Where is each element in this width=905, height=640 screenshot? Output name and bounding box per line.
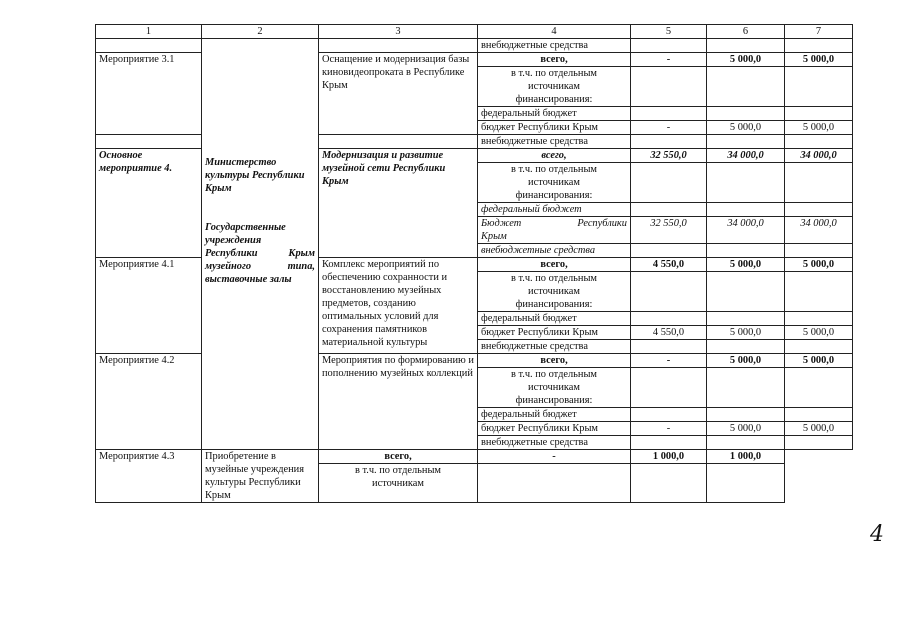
table-row: бюджет Республики Крым - 5 000,0 5 000,0 <box>96 121 853 135</box>
header-cell: 6 <box>707 25 785 39</box>
table-row: бюджет Республики Крым - 5 000,0 5 000,0 <box>96 422 853 436</box>
activity-title: Модернизация и развитие музейной сети Республики Крым <box>319 149 478 258</box>
sub-sources: в т.ч. по отдельным источникам финансирования: <box>478 368 631 408</box>
table-row: Мероприятие 4.2 Мероприятия по формированию и пополнению музейных коллекций всего, - 5 000,0 5 000,0 <box>96 354 853 368</box>
table-row: внебюджетные средства <box>96 244 853 258</box>
activity-name: Мероприятие 4.2 <box>96 354 202 450</box>
sub-sources: в т.ч. по отдельным источникам финансирования: <box>478 163 631 203</box>
table-row: внебюджетные средства <box>96 436 853 450</box>
table-row: Основное мероприятие 4. Модернизация и развитие музейной сети Республики Крым всего, 32 550,0 34 000,0 34 000,0 <box>96 149 853 163</box>
state-institutions-label: Государственные учреждения <box>205 222 286 246</box>
activity-name: Мероприятие 4.3 <box>96 450 202 503</box>
table-row: бюджет Республики Крым 4 550,0 5 000,0 5 000,0 <box>96 326 853 340</box>
activity-name: Мероприятие 4.1 <box>96 258 202 354</box>
activity-title: Приобретение в музейные учреждения культуры Республики Крым <box>202 450 319 503</box>
header-cell: 5 <box>631 25 707 39</box>
table-row: федеральный бюджет <box>96 312 853 326</box>
table-row: Мероприятие 4.1 Комплекс мероприятий по обеспечению сохранности и восстановлению музейных предметов, созданию оптимальных условий для сохранения памятников материальной культуры всего, 4 550,0 5 000,0 5 000,0 <box>96 258 853 272</box>
activity-name: Мероприятие 3.1 <box>96 53 202 135</box>
header-cell: 2 <box>202 25 319 39</box>
table-row: федеральный бюджет <box>96 408 853 422</box>
responsible-executor-cell: Министерство культуры Республики Крым Государственные учреждения Республики Крым музейного типа, выставочные залы <box>202 39 319 450</box>
table-row <box>96 39 853 53</box>
activity-title: Мероприятия по формированию и пополнению музейных коллекций <box>319 354 478 450</box>
header-cell: 7 <box>785 25 853 39</box>
ministry-label: Министерство культуры Республики Крым <box>205 157 305 194</box>
activity-title: Комплекс мероприятий по обеспечению сохранности и восстановлению музейных предметов, созданию оптимальных условий для сохранения памятников материальной культуры <box>319 258 478 354</box>
header-cell: 4 <box>478 25 631 39</box>
sub-sources: в т.ч. по отдельным источникам <box>319 464 478 503</box>
funding-source: внебюджетные средства <box>478 39 631 53</box>
header-cell: 3 <box>319 25 478 39</box>
page-number-handwritten: 4 <box>870 522 884 547</box>
header-cell: 1 <box>96 25 202 39</box>
sub-sources: в т.ч. по отдельным источникам финансирования: <box>478 67 631 107</box>
header-row <box>96 25 853 39</box>
table-row: Мероприятие 3.1 Оснащение и модернизация базы киновидеопроката в Республике Крым всего, - 5 000,0 5 000,0 <box>96 53 853 67</box>
table-row: внебюджетные средства <box>96 135 853 149</box>
sub-sources: в т.ч. по отдельным источникам финансирования: <box>478 272 631 312</box>
table-row: Мероприятие 4.3 Приобретение в музейные учреждения культуры Республики Крым всего, - 1 000,0 1 000,0 <box>96 450 853 464</box>
table-row: федеральный бюджет <box>96 203 853 217</box>
table-row: федеральный бюджет <box>96 107 853 121</box>
program-table: 1 2 3 4 5 6 7 Министерство культуры Республики Крым Государственные учреждения Республики Крым музейного типа, выставочные залы внебюджетные средства Мероприятие 3.1 Оснащение и модернизация базы киновидеопроката в Республике Крым всего, - 5 000,0 5 000,0 в т.ч. по отдельным источникам финансирования: федеральный бюджет бюджет Республики Крым - 5 000,0 5 000,0 внебюджетные средства Основное мероприятие 4. Модернизация и развитие музейной сети Республики Крым всего, 32 550,0 34 000,0 34 000,0 в т.ч. по отдельным источникам финансирования: федеральный бюджет Бюджет Республики Крым 32 550,0 34 000,0 34 000,0 внебюджетные средства Мероприятие 4.1 Комплекс мероприятий по обеспечению сохранности и восстановлению музейных предметов, созданию оптимальных условий для сохранения памятников материальной культуры всего, 4 550,0 5 000,0 5 000,0 в т.ч. по отдельным источникам финансирования: федеральный бюджет бюджет Республики Крым 4 550,0 5 000,0 5 000,0 внебюджетные средства Мероприятие 4.2 Мероприятия по формированию и пополнению музейных коллекций всего, - 5 000,0 5 000,0 в т.ч. по отдельным источникам финансирования: федеральный бюджет бюджет Республики Крым - 5 000,0 5 000,0 внебюджетные средства Мероприятие 4.3 Приобретение в музейные учреждения культуры Республики Крым всего, - 1 000,0 1 000,0 в т.ч. по отдельным источникам <box>95 24 853 503</box>
activity-title: Оснащение и модернизация базы киновидеопроката в Республике Крым <box>319 53 478 135</box>
activity-name: Основное мероприятие 4. <box>96 149 202 258</box>
